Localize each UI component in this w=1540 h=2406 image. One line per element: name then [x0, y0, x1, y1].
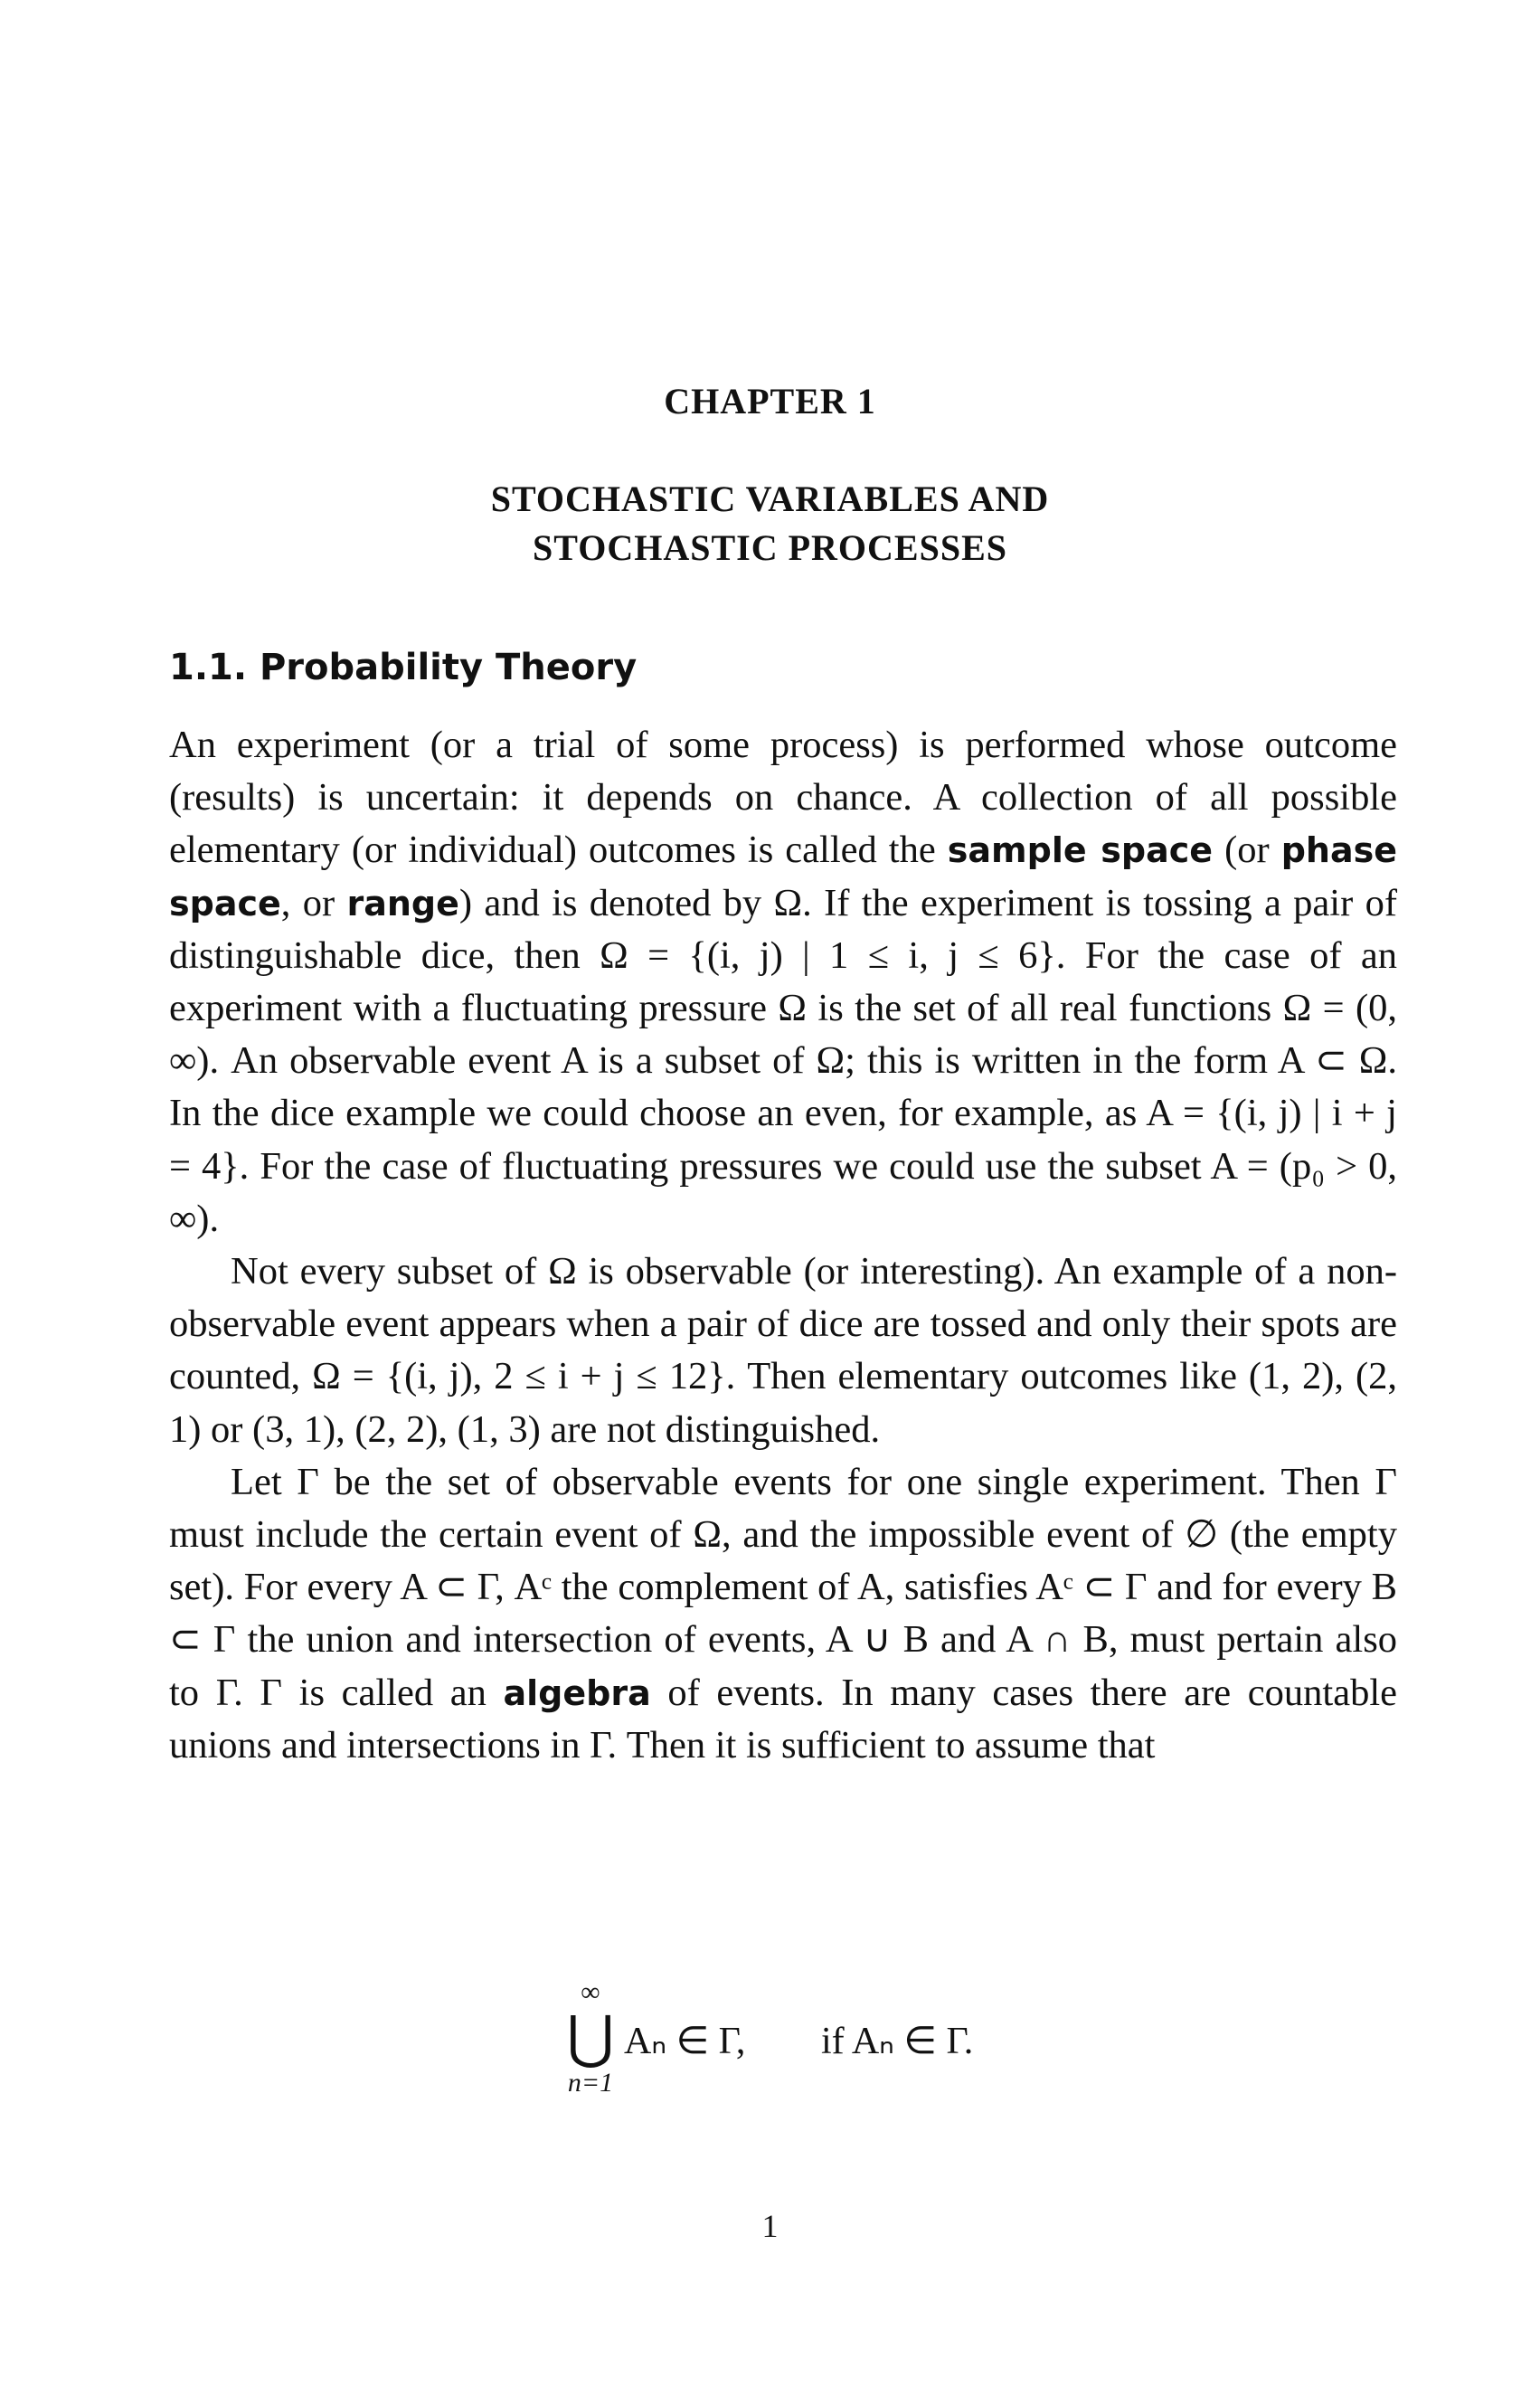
p1-text-2: (or [1213, 829, 1281, 872]
p3-text-2: of events. In many cases there are countable unions and intersections in Γ. Then it is sufficient to assume that [169, 1671, 1397, 1767]
body-text [169, 719, 1397, 1772]
equation-condition: if Aₙ ∈ Γ. [821, 2021, 974, 2062]
term-range: range [346, 883, 459, 924]
union-symbol: ⋃ [566, 2005, 615, 2070]
union-lower-limit: n=1 [567, 2068, 614, 2098]
chapter-title-line-2: STOCHASTIC PROCESSES [533, 527, 1007, 568]
p1-text-4: ) and is denoted by Ω. If the experiment is tossing a pair of distinguishable dice, then Ω = {(i, j) | 1 ≤ i, j ≤ 6}. For the case of an experiment with a fluctuating pressure Ω is the set of all real functions Ω = (0, ∞). An observable event A is a subset of Ω; this is written in the form A ⊂ Ω. In the dice example we could choose an even, for example, as A = {(i, j) | i + j = 4}. For the case of fluctuating pressures we could use the subset A = (p₀ > 0, ∞). [169, 881, 1397, 1240]
chapter-label: CHAPTER 1 [664, 381, 876, 422]
paragraph-3 [169, 1456, 1397, 1772]
term-sample-space: sample space [947, 830, 1214, 871]
p3-text-1: Let Γ be the set of observable events for one single experiment. Then Γ must include the certain event of Ω, and the impossible event of ∅ (the empty set). For every A ⊂ Γ, Aᶜ the complement of A, satisfies Aᶜ ⊂ Γ and for every B ⊂ Γ the union and intersection of events, A ∪ B and A ∩ B, must pertain also to Γ. Γ is called an [169, 1460, 1397, 1714]
union-operator [559, 1976, 622, 2099]
p1-text-1: An experiment (or a trial of some process) is performed whose outcome (results) is uncertain: it depends on chance. A collection of all possible elementary (or individual) outcomes is called the [169, 724, 1397, 872]
paragraph-2: Not every subset of Ω is observable (or interesting). An example of a non-observable event appears when a pair of dice are tossed and only their spots are counted, Ω = {(i, j), 2 ≤ i + j ≤ 12}. Then elementary outcomes like (1, 2), (2, 1) or (3, 1), (2, 2), (1, 3) are not distinguished. [169, 1250, 1397, 1451]
term-phase-space: phase space [169, 830, 1397, 924]
section-heading: 1.1. Probability Theory [169, 647, 638, 688]
term-algebra: algebra [503, 1672, 651, 1713]
paragraph-1 [169, 719, 1397, 1246]
page-number: 1 [761, 2208, 779, 2244]
equation-body: Aₙ ∈ Γ, [624, 2021, 746, 2062]
display-equation [0, 1976, 1540, 2112]
chapter-title-line-1: STOCHASTIC VARIABLES AND [490, 478, 1050, 519]
p1-text-3: , or [280, 881, 347, 924]
union-upper-limit: ∞ [581, 1977, 600, 2007]
chapter-title [0, 475, 1540, 573]
